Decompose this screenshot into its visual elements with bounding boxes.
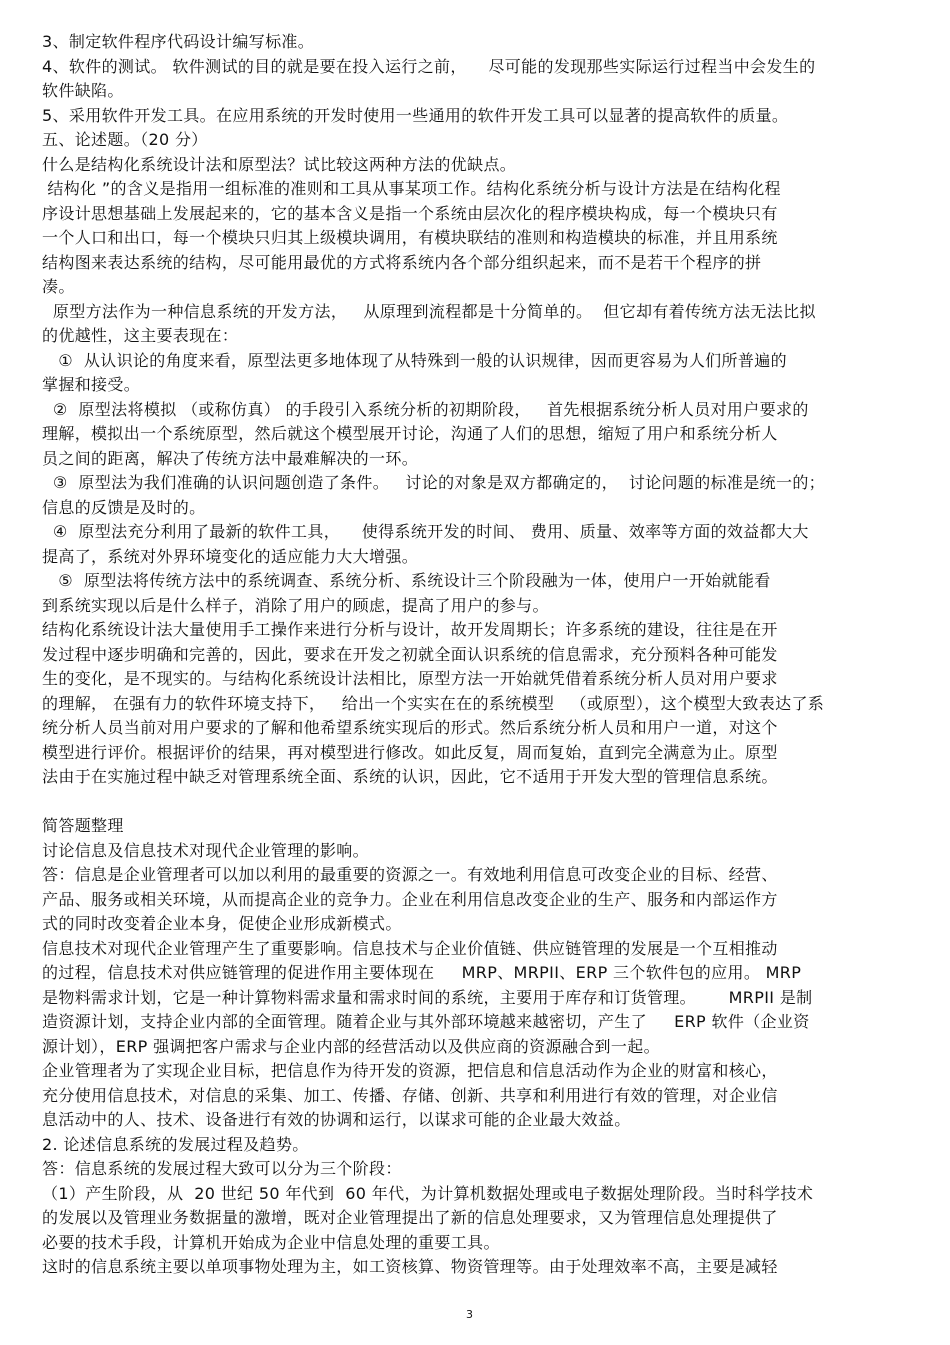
text-line: 必要的技术手段，计算机开始成为企业中信息处理的重要工具。: [42, 1232, 500, 1252]
text-line: 掌握和接受。: [42, 375, 141, 394]
text-line: 的优越性，这主要表现在：: [42, 326, 239, 345]
text-line: 软件缺陷。: [42, 81, 124, 100]
text-line: 2. 论述信息系统的发展过程及趋势。: [42, 1134, 309, 1154]
text-line: 造资源计划，支持企业内部的全面管理。随着企业与其外部环境越来越密切，产生了 ERP 软件（企业资: [42, 1012, 810, 1031]
text-line: 结构化系统设计法大量使用手工操作来进行分析与设计，故开发周期长；许多系统的建设，往往是在开: [42, 620, 778, 639]
text-line: 员之间的距离，解决了传统方法中最难解决的一环。: [42, 448, 419, 468]
text-line: 简答题整理: [42, 816, 124, 835]
text-line: 企业管理者为了实现企业目标，把信息作为待开发的资源，把信息和信息活动作为企业的财富和核心，: [42, 1061, 778, 1080]
text-line: 信息的反馈是及时的。: [42, 497, 206, 517]
text-line: 凑。: [42, 277, 75, 296]
text-line: 的理解， 在强有力的软件环境支持下， 给出一个实实在在的系统模型 （或原型），这个模型大致表达了系: [42, 693, 825, 713]
page-number: 3: [466, 1308, 473, 1321]
text-line: ⑤ 原型法将传统方法中的系统调查、系统分析、系统设计三个阶段融为一体，使用户一开始就能看: [42, 571, 771, 590]
text-line: 产品、服务或相关环境，从而提高企业的竞争力。企业在利用信息改变企业的生产、服务和内部运作方: [42, 889, 778, 909]
text-line: ③ 原型法为我们准确的认识问题创造了条件。 讨论的对象是双方都确定的， 讨论问题的标准是统一的；: [42, 473, 826, 492]
text-line: 源计划），ERP 强调把客户需求与企业内部的经营活动以及供应商的资源融合到一起。: [42, 1036, 660, 1056]
text-line: 理解，模拟出一个系统原型，然后就这个模型展开讨论，沟通了人们的思想，缩短了用户和系统分析人: [42, 424, 778, 443]
text-line: 生的变化，是不现实的。与结构化系统设计法相比，原型方法一开始就凭借着系统分析人员对用户要求: [42, 669, 778, 688]
text-line: 模型进行评价。根据评价的结果，再对模型进行修改。如此反复，周而复始，直到完全满意为止。原型: [42, 742, 778, 762]
text-line: 答：信息系统的发展过程大致可以分为三个阶段：: [42, 1159, 402, 1178]
text-line: 序设计思想基础上发展起来的，它的基本含义是指一个系统由层次化的程序模块构成，每一个模块只有: [42, 203, 778, 223]
text-line: 到系统实现以后是什么样子，消除了用户的顾虑，提高了用户的参与。: [42, 595, 549, 615]
text-line: 式的同时改变着企业本身，促使企业形成新模式。: [42, 914, 402, 933]
text-line: 统分析人员当前对用户要求的了解和他希望系统实现后的形式。然后系统分析人员和用户一道，对这个: [42, 718, 778, 737]
text-line: 信息技术对现代企业管理产生了重要影响。信息技术与企业价值链、供应链管理的发展是一个互相推动: [42, 938, 778, 958]
text-line: 一个人口和出口，每一个模块只归其上级模块调用，有模块联结的准则和构造模块的标准，并且用系统: [42, 228, 778, 247]
text-line: 什么是结构化系统设计法和原型法？试比较这两种方法的优缺点。: [42, 154, 517, 174]
text-line: 法由于在实施过程中缺乏对管理系统全面、系统的认识，因此，它不适用于开发大型的管理信息系统。: [42, 767, 778, 786]
text-line: 讨论信息及信息技术对现代企业管理的影响。: [42, 840, 370, 860]
text-line: 结构图来表达系统的结构，尽可能用最优的方式将系统内各个部分组织起来，而不是若干个程序的拼: [42, 252, 762, 272]
text-line: 的发展以及管理业务数据量的激增，既对企业管理提出了新的信息处理要求，又为管理信息处理提供了: [42, 1208, 778, 1227]
text-line: 结构化 ”的含义是指用一组标准的准则和工具从事某项工作。结构化系统分析与设计方法是在结构化程: [42, 179, 781, 198]
text-line: 息活动中的人、技术、设备进行有效的协调和运行，以谋求可能的企业最大效益。: [42, 1110, 631, 1129]
text-line: 五、论述题。（20 分）: [42, 130, 208, 149]
text-line: 是物料需求计划，它是一种计算物料需求量和需求时间的系统，主要用于库存和订货管理。 MRPII 是制: [42, 987, 813, 1007]
text-line: ④ 原型法充分利用了最新的软件工具， 使得系统开发的时间、 费用、质量、效率等方面的效益都大大: [42, 522, 809, 541]
text-line: 4、软件的测试。 软件测试的目的就是要在投入运行之前， 尽可能的发现那些实际运行过程当中会发生的: [42, 56, 816, 76]
text-line: 5、采用软件开发工具。在应用系统的开发时使用一些通用的软件开发工具可以显著的提高软件的质量。: [42, 105, 789, 125]
text-line: 原型方法作为一种信息系统的开发方法， 从原理到流程都是十分简单的。 但它却有着传统方法无法比拟: [42, 301, 816, 321]
text-line: 3、制定软件程序代码设计编写标准。: [42, 32, 315, 51]
text-line: 提高了，系统对外界环境变化的适应能力大大增强。: [42, 546, 419, 566]
text-line: 发过程中逐步明确和完善的，因此，要求在开发之初就全面认识系统的信息需求，充分预料各种可能发: [42, 644, 778, 664]
text-line: 答：信息是企业管理者可以加以利用的最重要的资源之一。有效地利用信息可改变企业的目标、经营、: [42, 865, 778, 884]
text-line: 的过程，信息技术对供应链管理的促进作用主要体现在 MRP、MRPII、ERP 三个软件包的应用。 MRP: [42, 963, 802, 982]
text-line: （1）产生阶段，从 20 世纪 50 年代到 60 年代，为计算机数据处理或电子数据处理阶段。当时科学技术: [42, 1183, 814, 1203]
text-line: ① 从认识论的角度来看，原型法更多地体现了从特殊到一般的认识规律，因而更容易为人们所普遍的: [42, 350, 787, 370]
text-line: ② 原型法将模拟 （或称仿真） 的手段引入系统分析的初期阶段， 首先根据系统分析人员对用户要求的: [42, 399, 809, 419]
text-line: 这时的信息系统主要以单项事物处理为主，如工资核算、物资管理等。由于处理效率不高，主要是减轻: [42, 1257, 778, 1276]
text-line: 充分使用信息技术，对信息的采集、加工、传播、存储、创新、共享和利用进行有效的管理，对企业信: [42, 1085, 778, 1105]
